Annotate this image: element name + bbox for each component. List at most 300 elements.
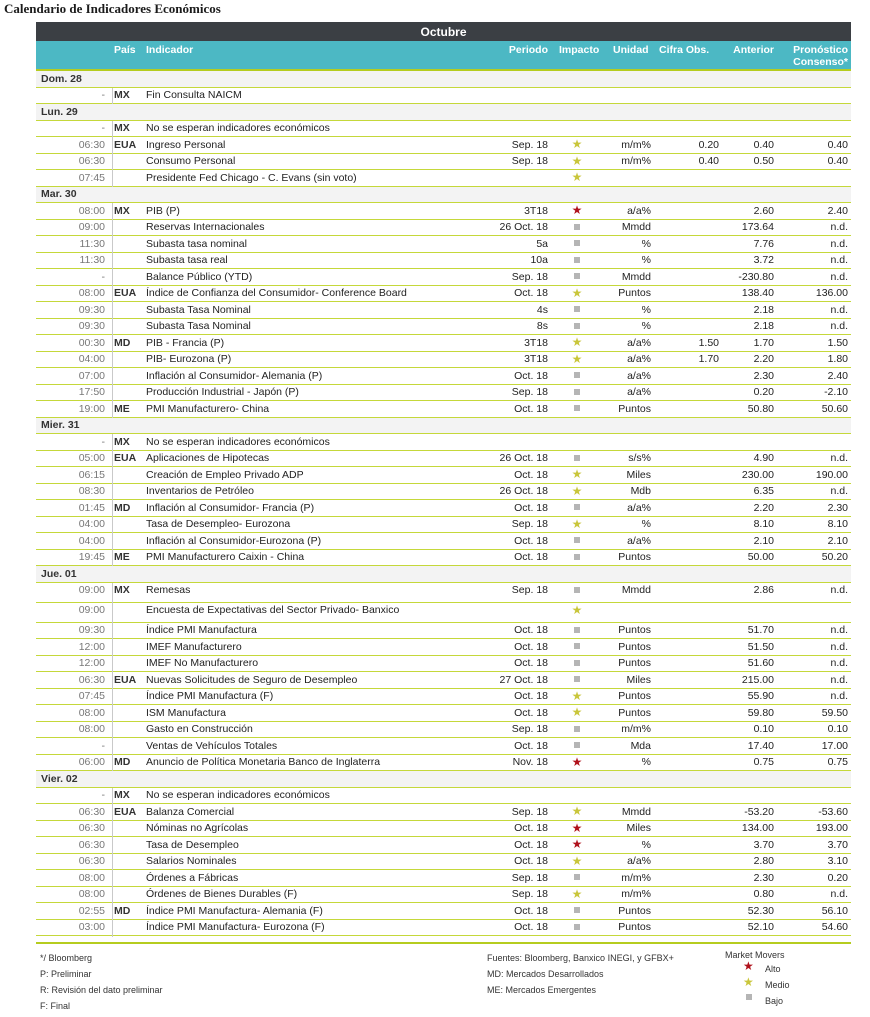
table-row [36,253,851,270]
period-cell: 3T18 [524,204,548,217]
forecast-cell: n.d. [830,303,848,316]
forecast-cell: -53.60 [818,805,848,818]
star-red-icon: ★ [571,820,583,835]
column-divider [112,920,113,938]
indicator-cell: Subasta tasa real [146,254,228,266]
period-cell: 3T18 [524,336,548,349]
legend-title: Market Movers [725,950,785,960]
indicator-cell: PIB - Francia (P) [146,336,225,349]
indicator-cell: IMEF No Manufacturero [146,657,259,669]
unit-cell: Miles [626,468,651,481]
previous-cell: -53.20 [744,805,774,818]
period-cell: Sep. 18 [511,888,548,900]
unit-cell: m/m% [621,871,651,884]
indicator-cell: Balance Público (YTD) [146,270,253,283]
table-row [36,484,851,501]
legend-alto [725,961,785,977]
unit-cell: % [641,838,651,851]
day-label: Mar. 30 [41,188,77,200]
table-row [36,203,851,220]
forecast-cell: 56.10 [821,904,848,917]
square-gray-icon [568,236,586,249]
square-gray-icon [568,385,586,398]
indicator-cell: Salarios Nominales [146,855,237,867]
period-cell: 8s [536,320,548,332]
previous-cell: 2.18 [753,320,774,332]
previous-cell: 2.86 [753,584,774,596]
column-divider [112,401,113,419]
time-cell: 09:00 [78,604,105,616]
star-yellow-icon: ★ [571,804,583,818]
forecast-cell: n.d. [830,320,848,332]
unit-cell: % [641,237,651,250]
indicator-cell: Subasta Tasa Nominal [146,320,251,332]
column-divider [112,385,113,403]
period-cell: Sep. 18 [511,871,548,884]
star-yellow-icon: ★ [571,483,583,498]
column-divider [112,236,113,254]
country-cell: EUA [114,805,137,818]
forecast-cell: n.d. [830,221,848,233]
square-gray-icon [568,870,586,883]
previous-cell: 0.20 [753,386,774,398]
star-yellow-icon: ★ [571,170,583,184]
table-row [36,672,851,689]
unit-cell: % [641,518,651,530]
star-yellow-icon: ★ [571,602,583,617]
square-gray-icon [568,533,586,546]
period-cell: Sep. 18 [511,723,548,735]
forecast-cell: 193.00 [815,822,848,834]
unit-cell: Puntos [618,921,651,933]
table-row [36,583,851,603]
star-yellow-icon: ★ [571,467,583,481]
square-gray-icon [568,722,586,735]
period-cell: Oct. 18 [514,369,548,382]
period-cell: 26 Oct. 18 [499,221,548,233]
time-cell: 12:00 [78,640,105,653]
time-cell: 01:45 [78,501,105,514]
forecast-cell: n.d. [830,690,848,702]
time-cell: 08:00 [78,888,105,900]
unit-cell: Puntos [618,402,651,415]
table-row [36,639,851,656]
indicator-cell: Aplicaciones de Hipotecas [146,452,270,464]
period-cell: Sep. 18 [511,138,548,151]
column-divider [112,500,113,518]
time-cell: 08:00 [78,706,105,719]
previous-cell: 0.75 [753,756,774,768]
indicator-cell: Ingreso Personal [146,138,226,151]
day-row [36,566,851,583]
column-divider [112,903,113,921]
column-divider [112,368,113,386]
country-cell: EUA [114,287,137,299]
table-row [36,500,851,517]
table-row [36,451,851,468]
header-anterior: Anterior [733,44,774,56]
table-row [36,467,851,484]
forecast-cell: 190.00 [815,468,848,481]
indicator-cell: No se esperan indicadores económicos [146,435,330,448]
previous-cell: 51.70 [747,624,774,636]
previous-cell: 2.30 [753,871,774,884]
time-cell: 09:00 [78,584,105,596]
period-cell: Oct. 18 [514,468,548,481]
previous-cell: 215.00 [741,673,774,686]
column-divider [112,121,113,139]
time-cell: 06:30 [78,838,105,851]
table-row [36,920,851,937]
legend-medio [725,975,790,993]
indicator-cell: No se esperan indicadores económicos [146,122,330,134]
column-divider [112,788,113,806]
table-row [36,352,851,369]
footer-notes [40,950,163,1014]
unit-cell: Puntos [618,657,651,669]
unit-cell: Puntos [618,640,651,653]
column-divider [112,517,113,535]
period-cell: Sep. 18 [511,386,548,398]
forecast-cell: n.d. [830,657,848,669]
column-divider [112,639,113,657]
indicator-cell: Consumo Personal [146,155,236,167]
indicator-cell: PMI Manufacturero- China [146,402,270,415]
header-pais: País [114,44,136,56]
header-cifra: Cifra Obs. [659,44,710,56]
time-cell: 19:00 [78,402,105,415]
table-row [36,154,851,171]
time-cell: 04:00 [78,518,105,530]
period-cell: Oct. 18 [514,534,548,547]
forecast-cell: 2.10 [827,534,848,547]
column-divider [112,854,113,872]
indicator-cell: Reservas Internacionales [146,221,265,233]
header-pronostico-1: Pronóstico [793,44,848,56]
period-cell: Oct. 18 [514,287,548,299]
column-divider [112,672,113,690]
indicator-cell: Índice PMI Manufactura [146,624,257,636]
previous-cell: 50.80 [747,402,774,415]
indicator-cell: Inflación al Consumidor- Francia (P) [146,501,315,514]
table-row [36,689,851,706]
time-cell: 09:30 [78,303,105,316]
indicator-cell: Subasta tasa nominal [146,237,247,250]
forecast-cell: n.d. [830,584,848,596]
indicator-cell: Inflación al Consumidor-Eurozona (P) [146,534,322,547]
indicator-cell: Órdenes a Fábricas [146,871,239,884]
period-cell: Nov. 18 [512,756,548,768]
unit-cell: m/m% [621,723,651,735]
column-divider [112,656,113,674]
indicator-cell: Inventarios de Petróleo [146,485,254,497]
time-cell: 04:00 [78,353,105,365]
day-label: Mier. 31 [41,419,80,431]
time-cell: 06:30 [78,155,105,167]
table-row [36,603,851,623]
previous-cell: 2.20 [753,501,774,514]
indicator-cell: PIB- Eurozona (P) [146,353,232,365]
table-row [36,705,851,722]
indicator-cell: Subasta Tasa Nominal [146,303,251,316]
forecast-cell: 3.10 [827,855,848,867]
previous-cell: 3.72 [753,254,774,266]
square-gray-icon [568,500,586,513]
star-yellow-icon: ★ [571,153,583,168]
forecast-cell: 8.10 [827,518,848,530]
unit-cell: a/a% [627,353,651,365]
unit-cell: Puntos [618,706,651,719]
forecast-cell: 0.40 [827,138,848,151]
unit-cell: % [641,320,651,332]
period-cell: 26 Oct. 18 [499,485,548,497]
time-cell: 06:30 [78,855,105,867]
forecast-cell: 50.20 [821,551,848,563]
note-fuentes: Fuentes: Bloomberg, Banxico INEGI, y GFBX+ [487,953,674,963]
previous-cell: 55.90 [747,690,774,702]
previous-cell: 52.30 [747,904,774,917]
forecast-cell: n.d. [830,270,848,283]
time-cell: - [101,89,105,101]
unit-cell: Puntos [618,551,651,563]
day-label: Lun. 29 [41,105,78,118]
square-gray-icon [568,319,586,332]
header-impacto: Impacto [559,44,600,56]
time-cell: 08:30 [78,485,105,497]
table-row [36,517,851,534]
time-cell: 02:55 [78,904,105,917]
day-row [36,187,851,204]
column-divider [112,550,113,568]
indicator-cell: Tasa de Desempleo- Eurozona [146,518,291,530]
note-bloomberg: */ Bloomberg [40,953,93,963]
star-red-icon: ★ [743,959,754,973]
day-label: Jue. 01 [41,567,77,580]
unit-cell: Mda [630,739,651,752]
table-body [36,71,851,936]
footer-sources [487,950,674,998]
table-row [36,623,851,640]
column-divider [112,623,113,641]
table-row [36,385,851,402]
forecast-cell: 50.60 [821,402,848,415]
column-divider [112,253,113,271]
column-divider [112,603,113,624]
table-row [36,656,851,673]
previous-cell: 51.50 [747,640,774,653]
forecast-cell: n.d. [830,452,848,464]
unit-cell: a/a% [627,501,651,514]
unit-cell: m/m% [621,888,651,900]
forecast-cell: n.d. [830,624,848,636]
unit-cell: a/a% [627,336,651,349]
forecast-cell: 0.75 [827,756,848,768]
table-row [36,286,851,303]
observed-cell: 0.20 [698,138,719,151]
table-row [36,220,851,237]
table-row [36,755,851,772]
previous-cell: 0.80 [753,888,774,900]
period-cell: Oct. 18 [514,921,548,933]
day-row [36,771,851,788]
country-cell: EUA [114,673,137,686]
time-cell: 11:30 [79,254,105,266]
star-yellow-icon: ★ [571,516,583,531]
period-cell: Sep. 18 [511,518,548,530]
unit-cell: Puntos [618,690,651,702]
previous-cell: 51.60 [747,657,774,669]
previous-cell: 230.00 [741,468,774,481]
square-gray-icon [568,920,586,933]
time-cell: 09:00 [78,221,105,233]
time-cell: - [101,789,105,801]
unit-cell: Puntos [618,287,651,299]
unit-cell: Miles [626,673,651,686]
time-cell: 12:00 [78,657,105,669]
column-divider [112,837,113,855]
indicator-cell: Órdenes de Bienes Durables (F) [146,888,298,900]
previous-cell: 138.40 [741,287,774,299]
forecast-cell: n.d. [830,673,848,686]
previous-cell: 2.30 [753,369,774,382]
header-indicador: Indicador [146,44,194,56]
square-gray-icon [568,583,586,596]
country-cell: MX [114,204,130,217]
previous-cell: 2.20 [753,353,774,365]
previous-cell: 1.70 [753,336,774,349]
indicator-cell: Ventas de Vehículos Totales [146,739,278,752]
square-gray-icon [746,994,752,1000]
country-cell: MD [114,904,131,917]
period-cell: Oct. 18 [514,739,548,752]
time-cell: - [101,739,105,752]
square-gray-icon [568,269,586,282]
table-row [36,533,851,550]
time-cell: 17:50 [78,386,105,398]
square-gray-icon [568,550,586,563]
previous-cell: 2.60 [753,204,774,217]
country-cell: MX [114,584,130,596]
column-divider [112,319,113,337]
unit-cell: a/a% [627,386,651,398]
period-cell: Oct. 18 [514,706,548,719]
period-cell: Oct. 18 [514,640,548,653]
forecast-cell: n.d. [830,237,848,250]
period-cell: 3T18 [524,353,548,365]
country-cell: ME [114,551,130,563]
table-row [36,821,851,838]
column-divider [112,705,113,723]
observed-cell: 1.50 [698,336,719,349]
star-yellow-icon: ★ [571,886,583,901]
table-row [36,137,851,154]
column-divider [112,154,113,172]
column-divider [112,484,113,502]
country-cell: MD [114,501,131,514]
column-divider [112,88,113,106]
unit-cell: a/a% [627,369,651,382]
unit-cell: Mmdd [621,584,651,596]
table-row [36,401,851,418]
square-gray-icon [568,451,586,464]
table-row [36,887,851,904]
time-cell: 06:30 [78,805,105,818]
square-gray-icon [568,253,586,266]
indicator-cell: PMI Manufacturero Caixin - China [146,551,305,563]
table-row [36,550,851,567]
indicator-cell: Creación de Empleo Privado ADP [146,468,304,481]
table-row [36,121,851,138]
time-cell: 00:30 [78,336,105,349]
period-cell: Sep. 18 [511,270,548,283]
time-cell: 19:45 [78,551,105,563]
indicator-cell: Balanza Comercial [146,805,235,818]
column-divider [112,804,113,822]
note-final: F: Final [40,1001,71,1011]
table-row [36,854,851,871]
table-row [36,738,851,755]
forecast-cell: 59.50 [821,706,848,719]
header-pronostico-2: Consenso* [793,56,848,68]
square-gray-icon [568,738,586,751]
unit-cell: s/s% [628,452,651,464]
month-bar: Octubre [36,22,851,41]
unit-cell: a/a% [627,534,651,547]
time-cell: 07:00 [78,369,105,382]
column-divider [112,583,113,604]
previous-cell: 134.00 [741,822,774,834]
period-cell: 5a [536,237,548,250]
table-row [36,722,851,739]
column-divider [112,722,113,740]
table-row [36,236,851,253]
column-divider [112,434,113,452]
column-divider [112,137,113,155]
indicator-cell: Índice de Confianza del Consumidor- Conference Board [146,287,407,299]
unit-cell: m/m% [621,138,651,151]
forecast-cell: 1.80 [827,353,848,365]
header-pronostico [793,44,848,68]
column-divider [112,887,113,905]
time-cell: 07:45 [78,690,105,702]
legend-bajo [725,993,785,1009]
column-divider [112,755,113,773]
column-divider [112,170,113,188]
time-cell: 08:00 [78,204,105,217]
table-row [36,170,851,187]
observed-cell: 1.70 [698,353,719,365]
square-gray-icon [568,656,586,669]
unit-cell: Mmdd [621,270,651,283]
star-yellow-icon: ★ [571,705,583,719]
forecast-cell: n.d. [830,640,848,653]
unit-cell: a/a% [627,204,651,217]
note-md: MD: Mercados Desarrollados [487,969,604,979]
period-cell: Oct. 18 [514,657,548,669]
unit-cell: % [641,303,651,316]
star-yellow-icon: ★ [571,137,583,151]
square-gray-icon [568,368,586,381]
table-row [36,88,851,105]
table-row [36,804,851,821]
country-cell: MD [114,336,131,349]
previous-cell: 2.18 [753,303,774,316]
forecast-cell: 0.40 [827,155,848,167]
time-cell: 08:00 [78,871,105,884]
previous-cell: 8.10 [753,518,774,530]
table-row [36,335,851,352]
forecast-cell: -2.10 [824,386,848,398]
